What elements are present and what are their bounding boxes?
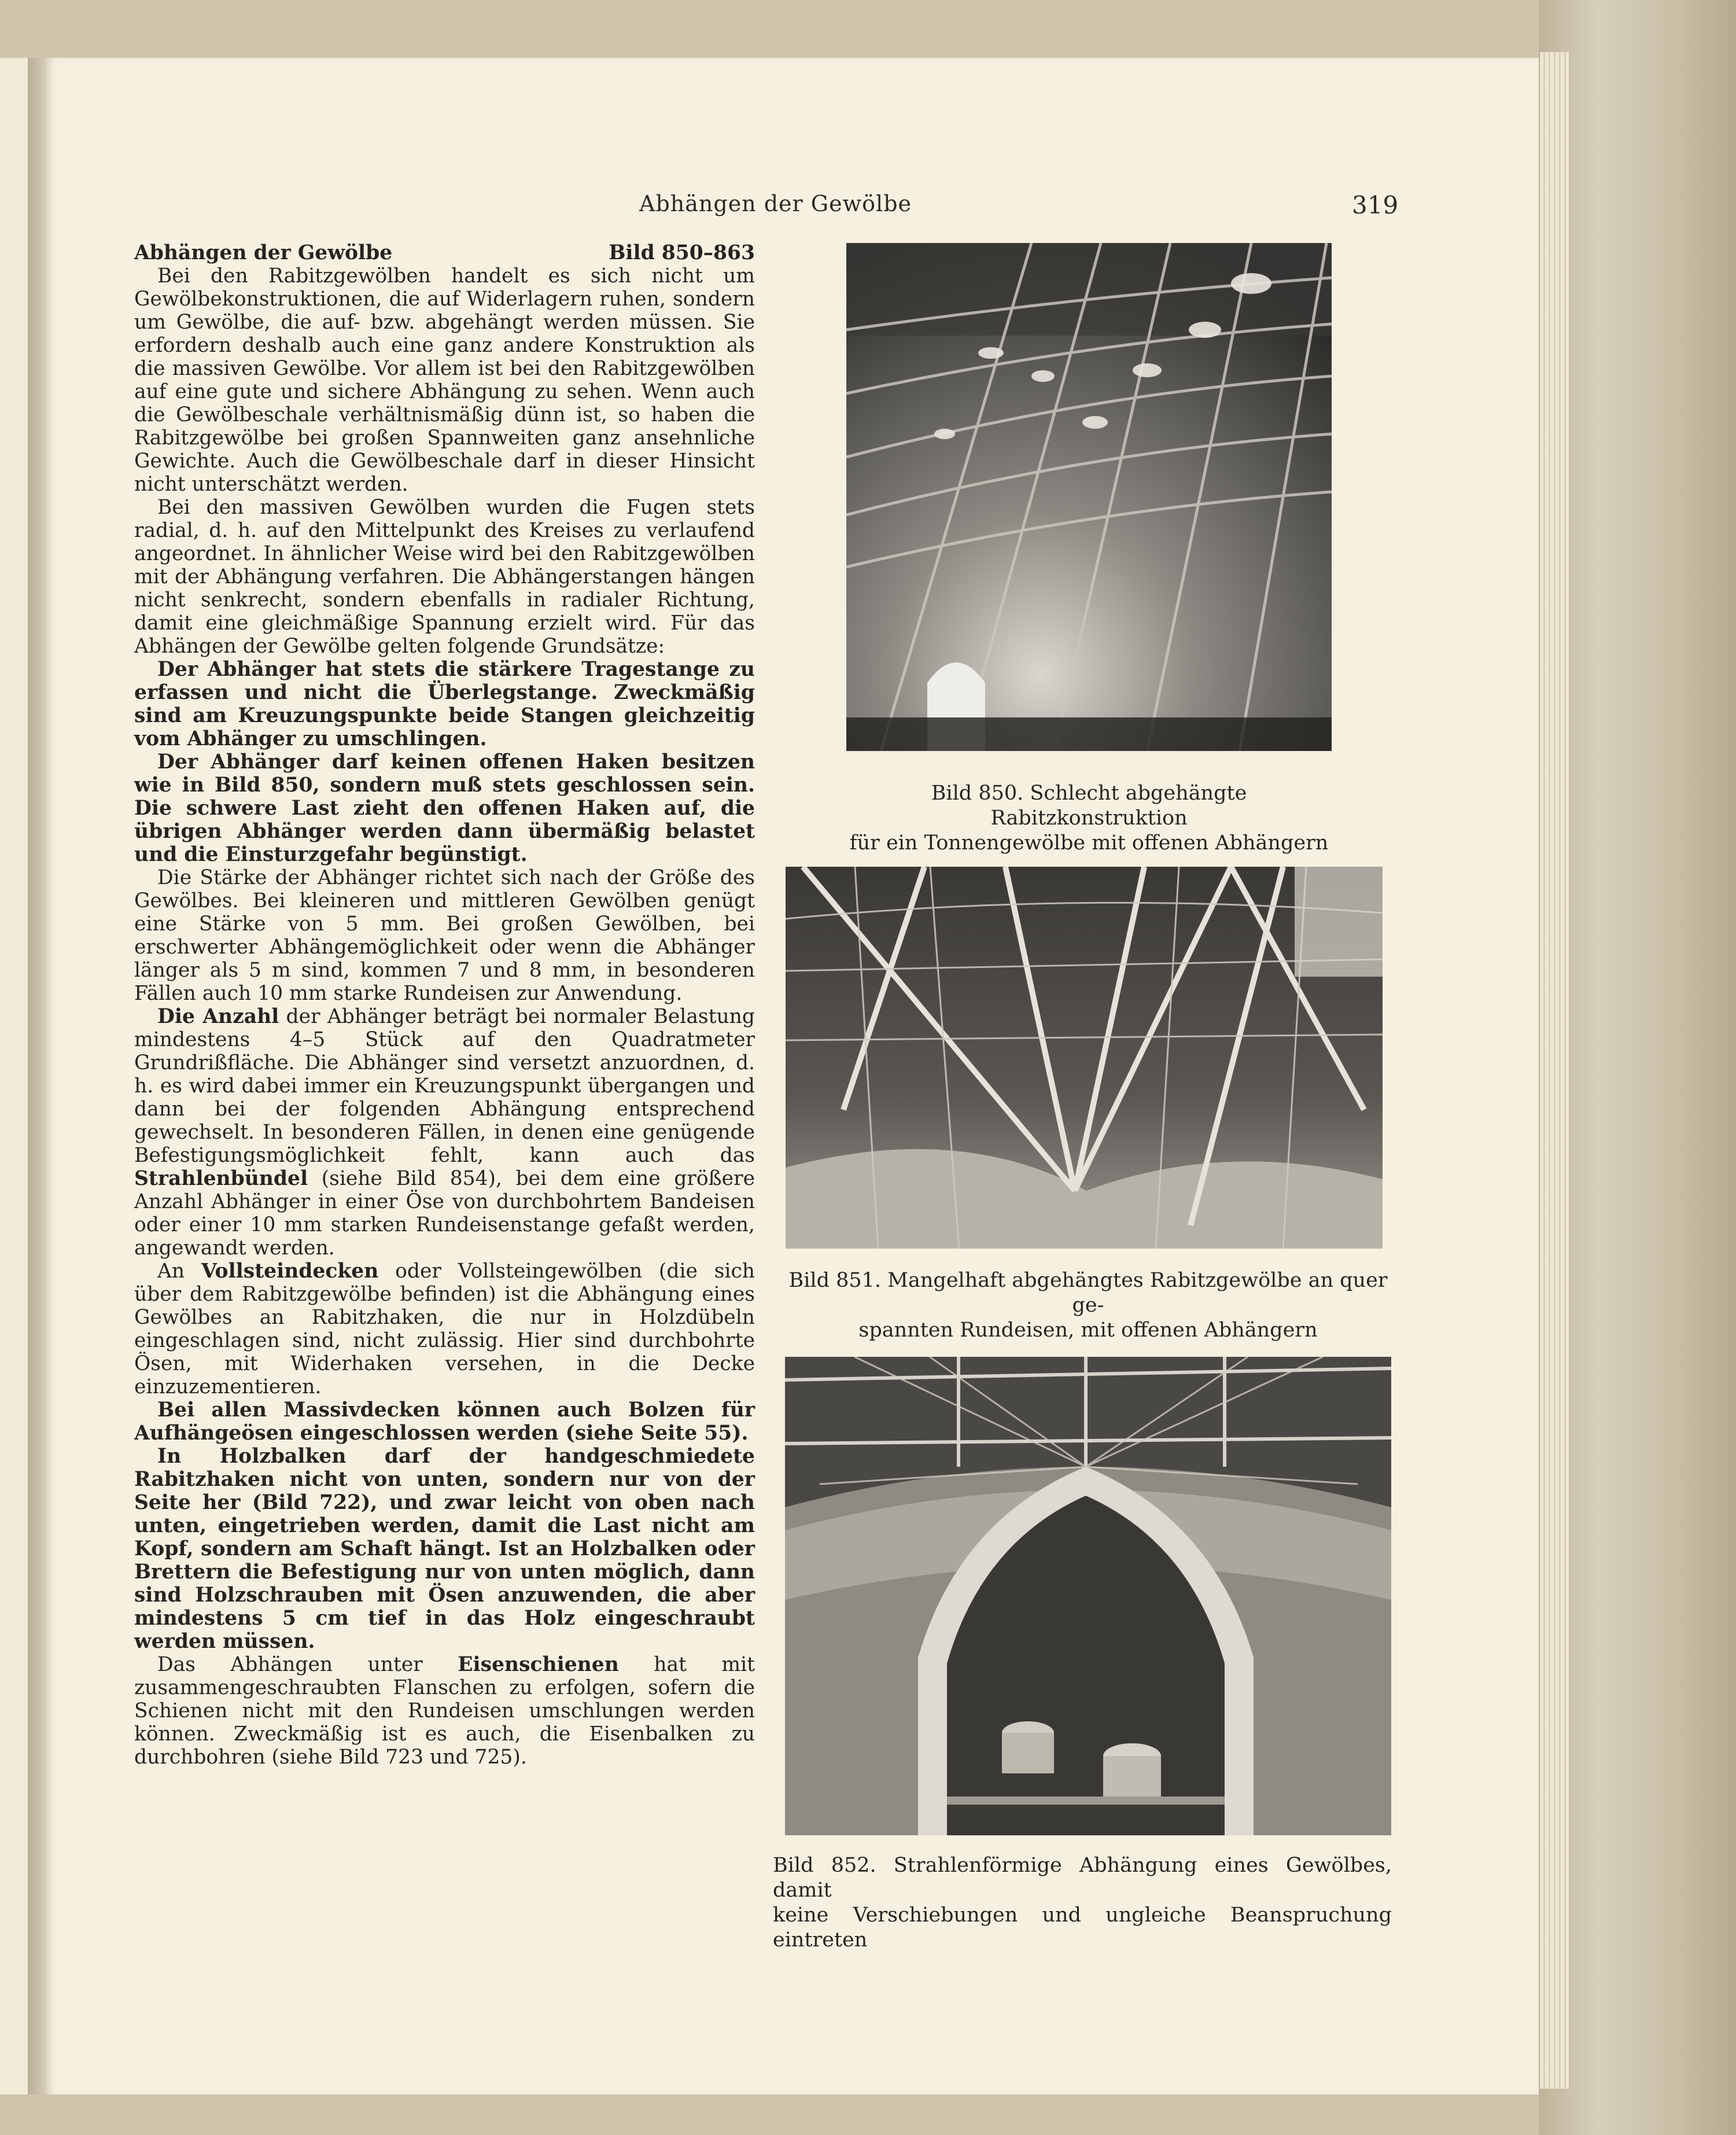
caption-851 <box>773 1268 1403 1343</box>
caption-line: Bild 852. Strahlenförmige Abhängung eines Gewölbes, damit <box>773 1854 1392 1902</box>
rule-paragraph: Bei allen Massivdecken können auch Bolzen für Aufhängeösen eingeschlossen werden (siehe Seite 55). <box>134 1398 755 1445</box>
paragraph: Bei den massiven Gewölben wurden die Fugen stets radial, d. h. auf den Mittelpunkt des Kreises zu verlaufend angeordnet. In ähnlicher Weise wird bei den Rabitzgewölben mit der Abhängung verfahren. Die Abhängerstangen hängen nicht senkrecht, sondern ebenfalls in radialer Richtung, damit eine gleichmäßige Spannung erzielt wird. Für das Abhängen der Gewölbe gelten folgende Grundsätze: <box>134 496 755 658</box>
paragraph-text: (siehe Bild 854), bei dem eine größere Anzahl Abhänger in einer Öse von durchbohrtem Bandeisen oder einer 10 mm starken Rundeisenstange gefaßt werden, angewandt werden. <box>134 1167 755 1260</box>
paragraph: Bei den Rabitzgewölben handelt es sich nicht um Gewölbekonstruktionen, die auf Widerlagern ruhen, sondern um Gewölbe, die auf- bzw. abgehängt werden müssen. Sie erfordern deshalb auch eine ganz andere Konstruktion als die massiven Gewölbe. Vor allem ist bei den Rabitzgewölben auf eine gute und sichere Abhängung zu sehen. Wenn auch die Gewölbeschale verhältnismäßig dünn ist, so haben die Rabitzgewölbe bei großen Spannweiten ganz ansehnliche Gewichte. Auch die Gewölbeschale darf in dieser Hinsicht nicht unterschätzt werden. <box>134 264 755 496</box>
paragraph-text: der Abhänger beträgt bei normaler Belastung mindestens 4–5 Stück auf den Quadratmeter Grundrißfläche. Die Abhänger sind versetzt anzuordnen, d. h. es wird dabei immer ein Kreuzungspunkt übergangen und dann bei der folgenden Abhängung entsprechend gewechselt. In besonderen Fällen, in denen eine genügende Befestigungsmöglichkeit fehlt, kann auch das <box>134 1005 755 1167</box>
section-title: Abhängen der Gewölbe <box>134 241 393 264</box>
paragraph <box>134 1653 755 1769</box>
caption-line: spannten Rundeisen, mit offenen Abhängern <box>858 1319 1318 1342</box>
paragraph <box>134 1260 755 1398</box>
caption-line: für ein Tonnengewölbe mit offenen Abhängern <box>849 831 1329 855</box>
caption-line: Bild 851. Mangelhaft abgehängtes Rabitzgewölbe an quer ge- <box>788 1269 1388 1317</box>
caption-852 <box>773 1853 1392 1953</box>
paragraph-text: Das Abhängen unter <box>157 1653 458 1676</box>
term-vollsteindecken: Vollsteindecken <box>201 1260 379 1283</box>
paragraph-text: An <box>157 1260 201 1283</box>
term-eisenschienen: Eisenschienen <box>458 1653 619 1676</box>
term-anzahl: Die Anzahl <box>157 1005 279 1028</box>
rule-paragraph: Der Abhänger darf keinen offenen Haken besitzen wie in Bild 850, sondern muß stets geschlossen sein. Die schwere Last zieht den offenen Haken auf, die übrigen Abhänger werden dann übermäßig belastet und die Einsturzgefahr begünstigt. <box>134 750 755 866</box>
page-number: 319 <box>1352 191 1399 219</box>
paragraph-text: hat mit zusammengeschraubten Flanschen zu erfolgen, sofern die Schienen nicht mit den Rundeisen umschlungen werden können. Zweckmäßig ist es auch, die Eisenbalken zu durchbohren (siehe Bild 723 und 725). <box>134 1653 755 1769</box>
photo-rabitz-vault-851 <box>786 867 1383 1249</box>
section-figure-ref: Bild 850–863 <box>609 241 755 264</box>
running-head: Abhängen der Gewölbe <box>639 191 912 216</box>
section-heading <box>134 241 755 264</box>
body-text-column <box>134 241 755 1769</box>
caption-line: keine Verschiebungen und ungleiche Beanspruchung eintreten <box>773 1904 1392 1952</box>
previous-page-edge <box>0 58 29 2094</box>
photo-barrel-vault-850 <box>846 243 1332 751</box>
rule-paragraph: In Holzbalken darf der handgeschmiedete Rabitzhaken nicht von unten, sondern nur von der Seite her (Bild 722), und zwar leicht von oben nach unten, eingetrieben werden, damit die Last nicht am Kopf, sondern am Schaft hängt. Ist an Holzbalken oder Brettern die Befestigung nur von unten möglich, dann sind Holzschrauben mit Ösen anzuwenden, die aber mindestens 5 cm tief in das Holz eingeschraubt werden müssen. <box>134 1445 755 1653</box>
caption-850 <box>833 781 1345 856</box>
caption-line: Bild 850. Schlecht abgehängte Rabitzkonstruktion <box>931 782 1247 830</box>
paragraph: Die Stärke der Abhänger richtet sich nach der Größe des Gewölbes. Bei kleineren und mittleren Gewölben genügt eine Stärke von 5 mm. Bei großen Gewölben, bei erschwerter Abhängemöglichkeit oder wenn die Abhänger länger als 5 m sind, kommen 7 und 8 mm, in besonderen Fällen auch 10 mm starke Rundeisen zur Anwendung. <box>134 866 755 1005</box>
paragraph-text: oder Vollsteingewölben (die sich über dem Rabitzgewölbe befinden) ist die Abhängung eines Gewölbes an Rabitzhaken, die nur in Holzdübeln eingeschlagen sind, nicht zulässig. Hier sind durchbohrte Ösen, mit Widerhaken versehen, in die Decke einzuzementieren. <box>134 1260 755 1398</box>
paragraph <box>134 1005 755 1260</box>
term-strahlenbuendel: Strahlenbündel <box>134 1167 308 1190</box>
rule-paragraph: Der Abhänger hat stets die stärkere Tragestange zu erfassen und nicht die Überlegstange. Zweckmäßig sind am Kreuzungspunkte beide Stangen gleichzeitig vom Abhänger zu umschlingen. <box>134 658 755 750</box>
photo-radial-suspension-852 <box>785 1357 1391 1835</box>
page-edges <box>1539 52 1569 2089</box>
